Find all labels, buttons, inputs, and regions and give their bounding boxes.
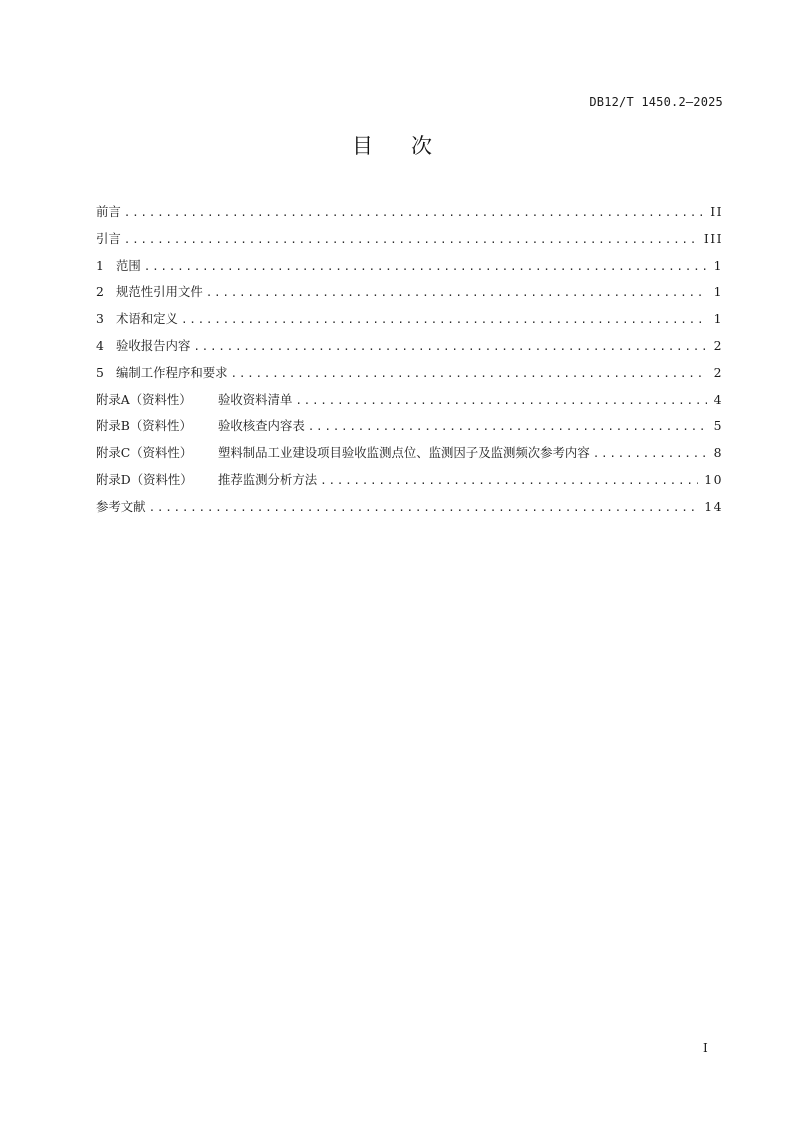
toc-entry-foreword[interactable] xyxy=(96,202,723,229)
toc-entry-annex-c[interactable] xyxy=(96,443,723,470)
document-code: DB12/T 1450.2—2025 xyxy=(589,95,723,109)
toc-entry-report-content[interactable] xyxy=(96,336,723,363)
toc-entry-title: 塑料制品工业建设项目验收监测点位、监测因子及监测频次参考内容 xyxy=(218,445,590,461)
toc-dot-leader xyxy=(308,417,707,437)
toc-annex-label: 附录B（资料性） xyxy=(96,418,192,434)
toc-page-number: 5 xyxy=(713,418,723,434)
table-of-contents xyxy=(96,202,723,524)
toc-entry-title: 参考文献 xyxy=(96,498,146,514)
toc-entry-annex-a[interactable] xyxy=(96,390,723,417)
toc-entry-title: 规范性引用文件 xyxy=(116,284,203,300)
toc-page-number: III xyxy=(703,230,723,246)
toc-entry-procedure-requirements[interactable] xyxy=(96,363,723,390)
toc-section-number: 5 xyxy=(96,364,104,380)
toc-page-number: 10 xyxy=(704,471,723,487)
toc-dot-leader xyxy=(124,230,698,250)
toc-entry-annex-d[interactable] xyxy=(96,470,723,497)
toc-page-number: 2 xyxy=(713,337,723,353)
toc-entry-scope[interactable] xyxy=(96,256,723,283)
toc-dot-leader xyxy=(181,310,707,330)
toc-entry-title: 引言 xyxy=(96,230,121,246)
toc-page-number: 8 xyxy=(713,445,723,461)
toc-section-number: 3 xyxy=(96,311,104,327)
toc-dot-leader xyxy=(320,471,698,491)
toc-entry-title: 推荐监测分析方法 xyxy=(218,471,318,487)
toc-section-number: 4 xyxy=(96,337,104,353)
toc-entry-introduction[interactable] xyxy=(96,229,723,256)
toc-dot-leader xyxy=(593,444,707,464)
toc-page-number: 4 xyxy=(713,391,723,407)
toc-page-number: 14 xyxy=(704,498,723,514)
toc-dot-leader xyxy=(144,257,707,277)
toc-page-number: 2 xyxy=(713,364,723,380)
toc-dot-leader xyxy=(149,498,699,518)
toc-section-number: 2 xyxy=(96,284,104,300)
toc-dot-leader xyxy=(295,391,707,411)
toc-entry-title: 前言 xyxy=(96,204,121,219)
page-title: 目次 xyxy=(352,134,470,158)
toc-dot-leader xyxy=(206,283,707,303)
toc-dot-leader xyxy=(231,364,707,384)
toc-entry-terms-definitions[interactable] xyxy=(96,309,723,336)
toc-annex-label: 附录D（资料性） xyxy=(96,471,193,487)
toc-entry-bibliography[interactable] xyxy=(96,497,723,524)
toc-dot-leader xyxy=(124,203,704,223)
toc-page-number: II xyxy=(710,204,723,219)
toc-annex-label: 附录C（资料性） xyxy=(96,445,193,461)
toc-entry-title: 编制工作程序和要求 xyxy=(116,364,228,380)
toc-page-number: 1 xyxy=(713,311,723,327)
toc-entry-title: 验收资料清单 xyxy=(218,391,293,407)
toc-entry-title: 范围 xyxy=(116,257,141,273)
toc-entry-annex-b[interactable] xyxy=(96,416,723,443)
page-number: I xyxy=(703,1041,708,1055)
toc-annex-label: 附录A（资料性） xyxy=(96,391,192,407)
toc-entry-normative-references[interactable] xyxy=(96,282,723,309)
toc-entry-title: 验收报告内容 xyxy=(116,337,191,353)
toc-page-number: 1 xyxy=(713,284,723,300)
toc-page-number: 1 xyxy=(713,257,723,273)
toc-entry-title: 术语和定义 xyxy=(116,311,178,327)
toc-dot-leader xyxy=(193,337,707,357)
toc-entry-title: 验收核查内容表 xyxy=(218,418,305,434)
toc-section-number: 1 xyxy=(96,257,104,273)
